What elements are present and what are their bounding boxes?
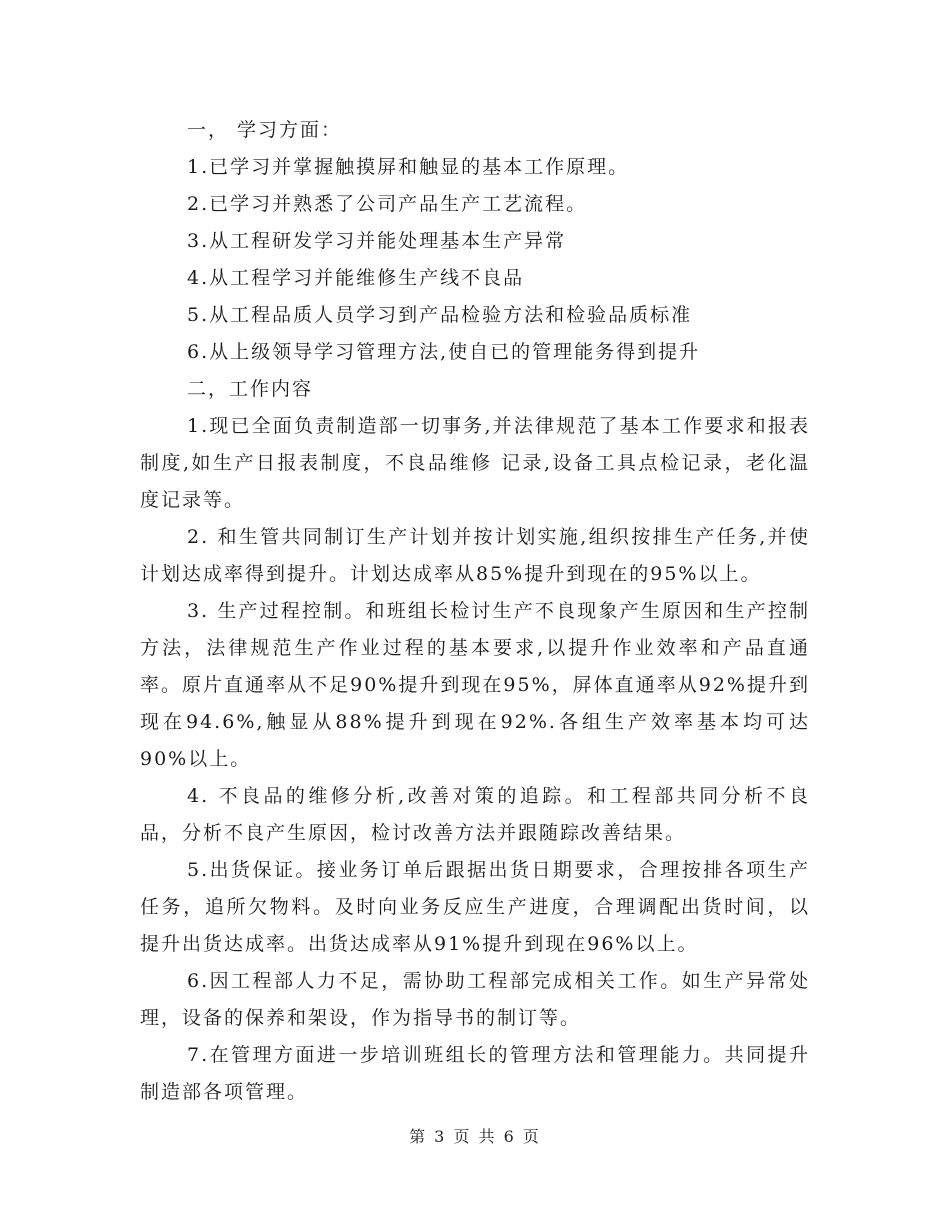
work-paragraph: 3. 生产过程控制。和班组长检讨生产不良现象产生原因和生产控制方法，法律规范生产作业过程的基本要求,以提升作业效率和产品直通率。原片直通率从不足90%提升到现在95%，屏体直通率从92%提升到现在94.6%,触显从88%提升到现在92%.各组生产效率基本均可达90%以上。 [140,600,810,770]
study-item: 3.从工程研发学习并能处理基本生产异常 [187,230,567,252]
document-body [140,112,810,1111]
section-heading-work: 二，工作内容 [187,378,314,400]
study-item: 1.已学习并掌握触摸屏和触显的基本工作原理。 [187,156,630,178]
work-paragraph: 4. 不良品的维修分析,改善对策的追踪。和工程部共同分析不良品，分析不良产生原因，检讨改善方法并跟随踪改善结果。 [140,785,810,844]
study-item: 2.已学习并熟悉了公司产品生产工艺流程。 [187,193,588,215]
work-paragraph: 1.现已全面负责制造部一切事务,并法律规范了基本工作要求和报表制度,如生产日报表制度，不良品维修 记录,设备工具点检记录，老化温度记录等。 [140,415,810,511]
work-paragraph: 6.因工程部人力不足，需协助工程部完成相关工作。如生产异常处理，设备的保养和架设，作为指导书的制订等。 [140,970,810,1029]
work-paragraph: 7.在管理方面进一步培训班组长的管理方法和管理能力。共同提升制造部各项管理。 [140,1044,810,1103]
study-item: 6.从上级领导学习管理方法,使自已的管理能务得到提升 [187,341,701,363]
page-number-footer: 第 3 页 共 6 页 [409,1127,541,1146]
section-heading-study: 一， 学习方面： [187,119,343,141]
work-paragraph: 5.出货保证。接业务订单后跟据出货日期要求，合理按排各项生产任务，追所欠物料。及时向业务反应生产进度，合理调配出货时间，以提升出货达成率。出货达成率从91%提升到现在96%以上。 [140,859,810,955]
study-item: 4.从工程学习并能维修生产线不良品 [187,267,525,289]
study-item: 5.从工程品质人员学习到产品检验方法和检验品质标准 [187,304,693,326]
work-paragraph: 2. 和生管共同制订生产计划并按计划实施,组织按排生产任务,并使计划达成率得到提升。计划达成率从85%提升到现在的95%以上。 [140,526,810,585]
